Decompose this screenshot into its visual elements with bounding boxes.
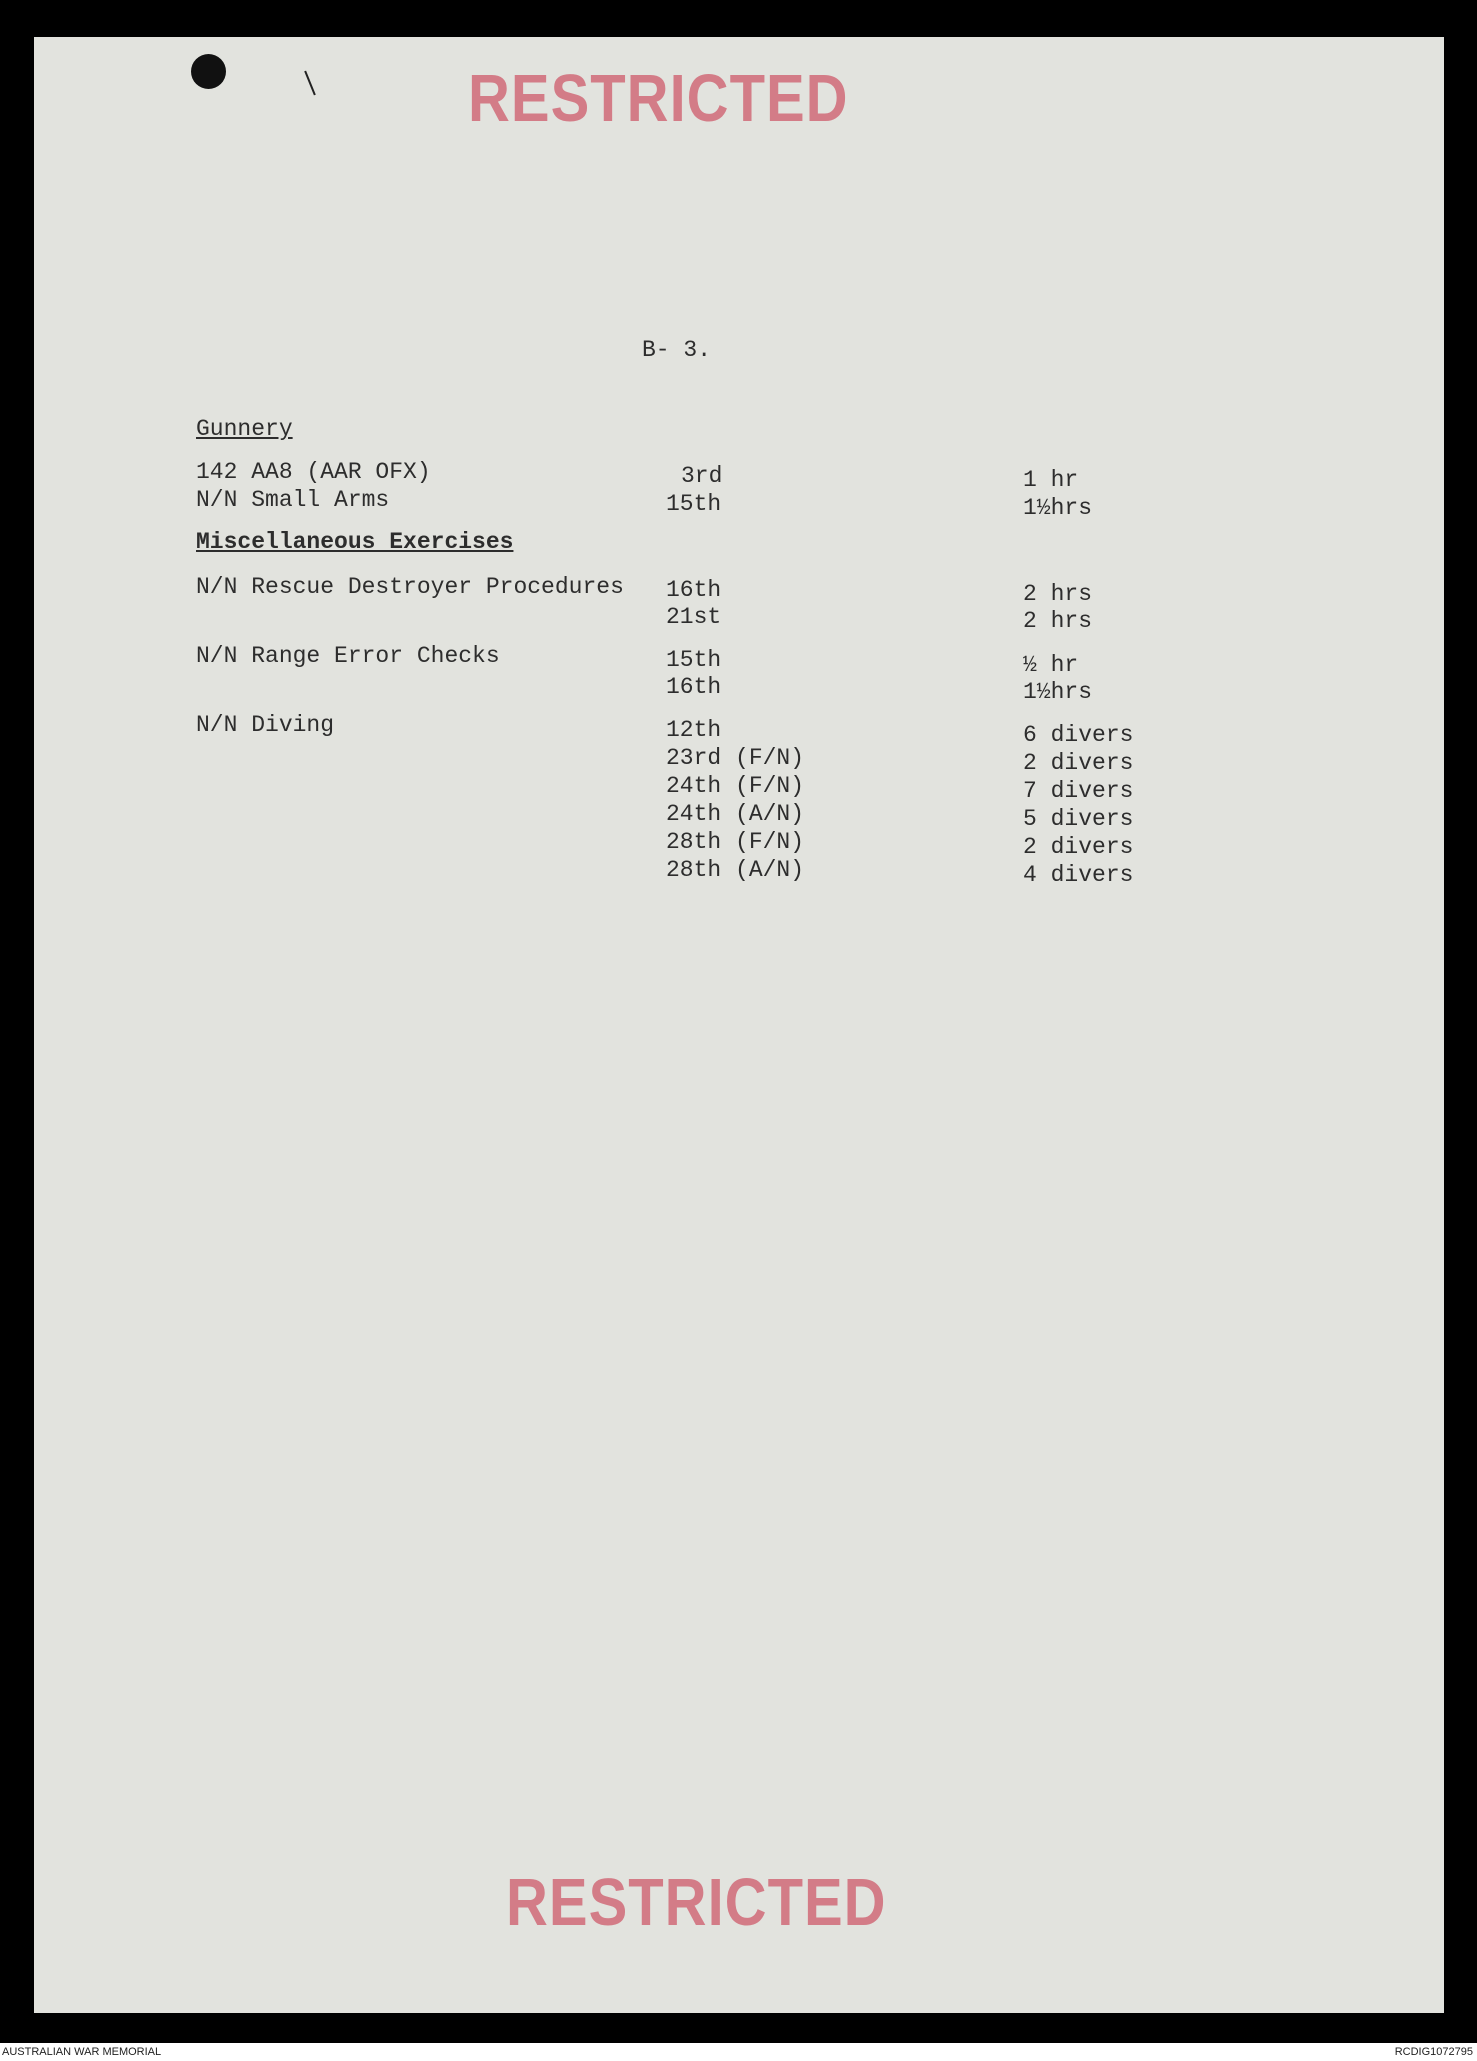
diving-date-5: 28th (F/N) (666, 829, 805, 855)
diving-value-6: 4 divers (1023, 862, 1134, 888)
gunnery-row-2-value: 1½hrs (1023, 495, 1093, 521)
gunnery-row-2-date: 15th (666, 491, 722, 517)
archive-footer (0, 2043, 1477, 2061)
section-heading-gunnery: Gunnery (196, 416, 293, 442)
punch-hole (191, 54, 226, 89)
diving-label: N/N Diving (196, 712, 335, 738)
diving-value-2: 2 divers (1023, 750, 1134, 776)
gunnery-row-1-value: 1 hr (1023, 467, 1079, 493)
gunnery-row-1-label: 142 AA8 (AAR OFX) (196, 459, 431, 485)
document-page (34, 37, 1444, 2013)
restricted-stamp-top: RESTRICTED (468, 61, 849, 136)
diving-date-4: 24th (A/N) (666, 801, 805, 827)
page-reference: B- 3. (642, 337, 712, 363)
rescue-value-2: 2 hrs (1023, 608, 1093, 634)
diving-date-6: 28th (A/N) (666, 857, 805, 883)
range-value-2: 1½hrs (1023, 679, 1093, 705)
diving-value-3: 7 divers (1023, 778, 1134, 804)
rescue-date-2: 21st (666, 604, 722, 630)
section-heading-misc: Miscellaneous Exercises (196, 529, 514, 555)
diving-value-1: 6 divers (1023, 722, 1134, 748)
diving-date-3: 24th (F/N) (666, 773, 805, 799)
rescue-value-1: 2 hrs (1023, 581, 1093, 607)
diving-value-4: 5 divers (1023, 806, 1134, 832)
diving-date-2: 23rd (F/N) (666, 745, 805, 771)
rescue-date-1: 16th (666, 577, 722, 603)
diving-value-5: 2 divers (1023, 834, 1134, 860)
range-date-1: 15th (666, 647, 722, 673)
gunnery-row-1-date: 3rd (681, 463, 723, 489)
footer-institution: AUSTRALIAN WAR MEMORIAL (2, 2046, 162, 2058)
restricted-stamp-bottom: RESTRICTED (506, 1865, 887, 1940)
gunnery-row-2-label: N/N Small Arms (196, 487, 390, 513)
footer-record-id: RCDIG1072795 (1394, 2046, 1473, 2058)
range-label: N/N Range Error Checks (196, 643, 500, 669)
diving-date-1: 12th (666, 717, 722, 743)
rescue-label: N/N Rescue Destroyer Procedures (196, 574, 624, 600)
range-date-2: 16th (666, 674, 722, 700)
range-value-1: ½ hr (1023, 652, 1079, 678)
